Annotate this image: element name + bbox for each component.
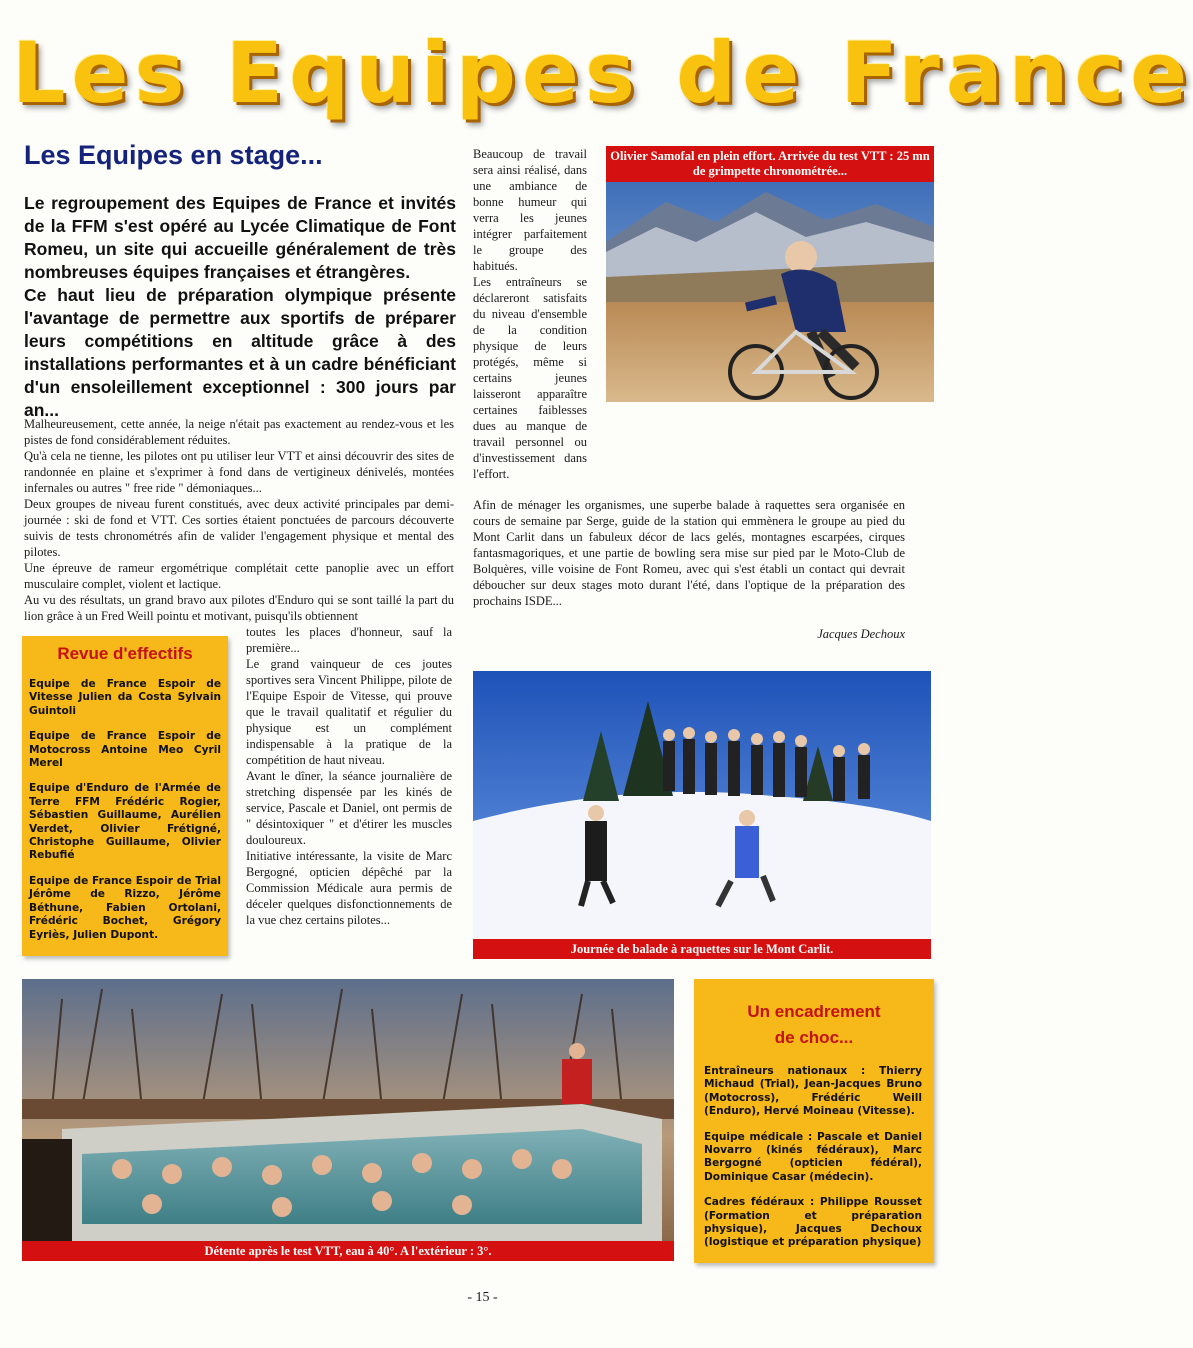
mountain-bike-image: [606, 182, 934, 402]
body-paragraph: Beaucoup de travail sera ainsi réalisé, dans une ambiance de bonne humeur qui verra les jeunes intégrer parfaitement le groupe des habitués.: [473, 147, 587, 273]
snowshoe-group-image: [473, 671, 931, 939]
article-headline: Les Equipes en stage...: [24, 140, 323, 170]
body-paragraph: Initiative intéressante, la visite de Marc Bergogné, opticien dépêché par la Commission Médicale aura permis de déceler quelques disfonctionnements de la vue chez certains pilotes...: [246, 849, 452, 927]
encadrement-group: Cadres fédéraux : Philippe Rousset (Formation et préparation physique), Jacques Dechoux (logistique et préparation physique): [704, 1196, 922, 1249]
bike-photo-frame: [606, 146, 934, 402]
lead-paragraph: [24, 192, 456, 422]
lead-text-1: Le regroupement des Equipes de France et invités de la FFM s'est opéré au Lycée Climatique de Font Romeu, un site qui accueille généralement de très nombreuses équipes françaises et étrangères.: [24, 193, 456, 282]
body-paragraph: toutes les places d'honneur, sauf la première...: [246, 625, 452, 655]
snow-caption: Journée de balade à raquettes sur le Mont Carlit.: [473, 939, 931, 959]
encadrement-title: [694, 999, 934, 1051]
effectifs-group: Equipe d'Enduro de l'Armée de Terre FFM Frédéric Rogier, Sébastien Guillaume, Aurélien Verdet, Olivier Frétigné, Christophe Guillaume, Olivier Rebufié: [29, 782, 221, 862]
encadrement-group: Equipe médicale : Pascale et Daniel Novarro (kinés fédéraux), Marc Bergogné (opticien fédéral), Dominique Casar (médecin).: [704, 1130, 922, 1183]
body-paragraph: Deux groupes de niveau furent constitués, avec deux activité principales par demi-journée : ski de fond et VTT. Ces sorties étaient ponctuées de parcours découverte suivis de tests chronométrés afin de valider l'engagement physique et mental des pilotes.: [24, 497, 454, 559]
encadrement-list: [694, 1051, 934, 1250]
body-paragraph: Qu'à cela ne tienne, les pilotes ont pu utiliser leur VTT et ainsi découvrir des sites de randonnée en plaine et s'exprimer à fond dans de vertigineux dénivelés, montées infernales ou autres " free ride " démoniaques...: [24, 449, 454, 495]
page-number: - 15 -: [467, 1290, 498, 1305]
body-paragraph: Afin de ménager les organismes, une superbe balade à raquettes sera organisée en cours de semaine par Serge, guide de la station qui emmènera le groupe au pied du Mont Carlit dans un fabuleux décor de lacs gelés, montagnes escarpées, cirques fantasmagoriques, et une partie de bowling sera mise sur pied par le Moto-Club de Bolquères, ville voisine de Font Romeu, avec qui s'est établi un contact qui devrait déboucher sur deux stages moto durant l'été, dans l'optique de la préparation des prochains ISDE...: [473, 498, 905, 608]
effectifs-list: [22, 664, 228, 942]
pool-photo-frame: [22, 979, 674, 1261]
pool-caption: Détente après le test VTT, eau à 40°. A l'extérieur : 3°.: [22, 1241, 674, 1261]
body-column-1: [24, 416, 454, 624]
effectifs-box: [22, 636, 228, 956]
bike-caption: Olivier Samofal en plein effort. Arrivée du test VTT : 25 mn de grimpette chronométrée...: [606, 146, 934, 182]
lead-text-2: Ce haut lieu de préparation olympique présente l'avantage de permettre aux sportifs de préparer leurs compétitions en altitude grâce à des installations performantes et à un cadre bénéficiant d'un ensoleillement exceptionnel : 300 jours par an...: [24, 285, 456, 420]
snow-photo-frame: [473, 671, 931, 959]
bike-photo: [606, 182, 934, 402]
body-column-3: [473, 146, 587, 482]
body-paragraph: Avant le dîner, la séance journalière de stretching dispensée par les kinés de service, Pascale et Daniel, ont permis de " désintoxiquer " et d'étirer les muscles douloureux.: [246, 769, 452, 847]
body-column-2: [246, 624, 452, 928]
encadrement-title-line1: Un encadrement: [747, 1002, 881, 1021]
snow-photo: [473, 671, 931, 939]
effectifs-group: Equipe de France Espoir de Vitesse Julien da Costa Sylvain Guintoli: [29, 678, 221, 717]
pool-photo: [22, 979, 674, 1241]
encadrement-title-line2: de choc...: [774, 1028, 854, 1047]
body-paragraph: Malheureusement, cette année, la neige n'était pas exactement au rendez-vous et les pistes de fond considérablement réduites.: [24, 417, 454, 447]
effectifs-group: Equipe de France Espoir de Trial Jérôme de Rizzo, Jérôme Béthune, Fabien Ortolani, Frédéric Bochet, Grégory Eyriès, Julien Dupont.: [29, 874, 221, 941]
outdoor-pool-image: [22, 979, 674, 1241]
body-paragraph: Les entraîneurs se déclareront satisfaits du niveau d'ensemble de la condition physique de leurs protégés, même si certains jeunes laisseront apparaître certaines faiblesses dues au manque de travail personnel ou d'investissement dans l'effort.: [473, 275, 587, 481]
effectifs-title: Revue d'effectifs: [57, 644, 193, 663]
body-column-3-wide: [473, 497, 905, 609]
masthead-title: Les Equipes de France: [12, 24, 1193, 122]
effectifs-group: Equipe de France Espoir de Motocross Antoine Meo Cyril Merel: [29, 730, 221, 770]
body-paragraph: Le grand vainqueur de ces joutes sportives sera Vincent Philippe, pilote de l'Equipe Espoir de Vitesse, qui prouve que le travail qualitatif et régulier du physique est un complément indispensable à la pratique de la compétition de haut niveau.: [246, 657, 452, 767]
encadrement-box: [694, 979, 934, 1263]
author-signature: Jacques Dechoux: [817, 627, 905, 641]
encadrement-group: Entraîneurs nationaux : Thierry Michaud (Trial), Jean-Jacques Bruno (Motocross), Frédéric Weill (Enduro), Hervé Moineau (Vitesse).: [704, 1065, 922, 1118]
body-paragraph: Au vu des résultats, un grand bravo aux pilotes d'Enduro qui se sont taillé la part du lion grâce à un Fred Weill pointu et motivant, puisqu'ils obtiennent: [24, 593, 454, 623]
body-paragraph: Une épreuve de rameur ergométrique complétait cette panoplie avec un effort musculaire complet, violent et lactique.: [24, 561, 454, 591]
